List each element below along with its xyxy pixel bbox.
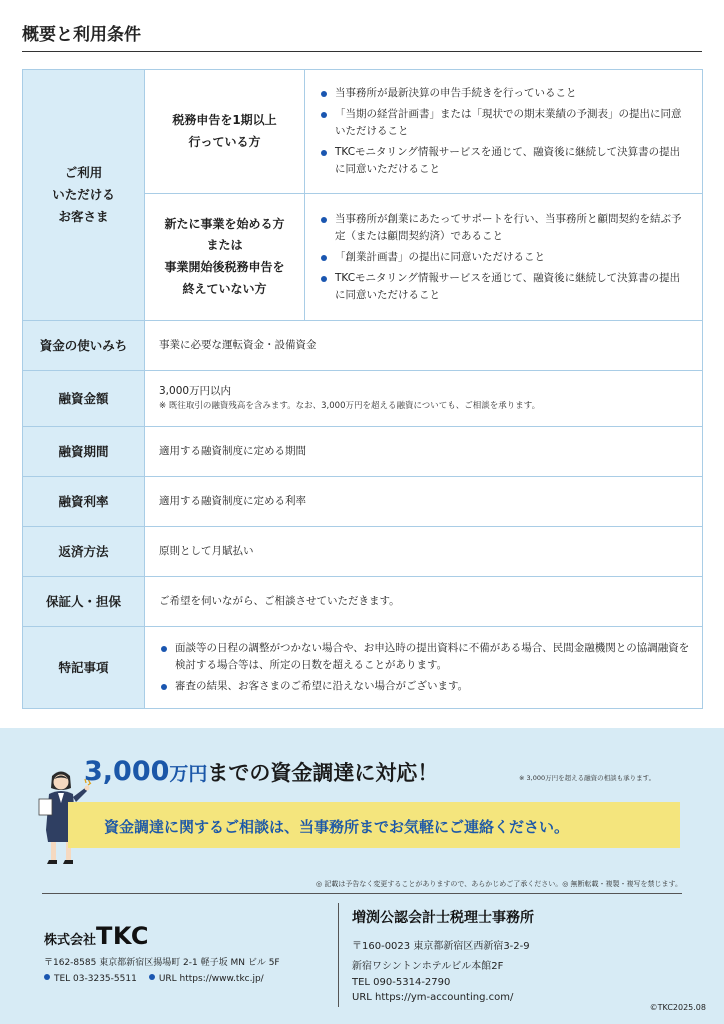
list-item: 当事務所が創業にあたってサポートを行い、当事務所と顧問契約を結ぶ予定（または顧問契約済）であること xyxy=(319,211,690,245)
group-label-startup: 新たに事業を始める方 または 事業開始後税務申告を 終えていない方 xyxy=(145,194,305,321)
amount-value: 3,000万円以内 xyxy=(159,385,232,398)
bullet-icon xyxy=(149,974,155,980)
company-prefix: 株式会社 xyxy=(44,933,97,948)
special-label: 特記事項 xyxy=(23,627,145,709)
repayment-row xyxy=(23,527,703,577)
period-row xyxy=(23,427,703,477)
amount-note: ※ 既往取引の融資残高を含みます。なお、3,000万円を超える融資についても、ご相談を承ります。 xyxy=(159,401,541,412)
promo-amount: 3,000 xyxy=(84,756,170,787)
terms-table xyxy=(22,69,703,709)
list-item: 面談等の日程の調整がつかない場合や、お申込時の提出資料に不備がある場合、民間金融機関との協調融資を検討する場合等は、所定の日数を超えることがあります。 xyxy=(159,640,690,674)
repayment-label: 返済方法 xyxy=(23,527,145,577)
list-item: 「創業計画書」の提出に同意いただけること xyxy=(319,249,690,266)
guarantor-label: 保証人・担保 xyxy=(23,577,145,627)
usage-label: 資金の使いみち xyxy=(23,321,145,371)
footer-divider xyxy=(42,893,682,894)
rate-value: 適用する融資制度に定める利率 xyxy=(145,477,703,527)
guarantor-row xyxy=(23,577,703,627)
company-contact xyxy=(44,974,264,984)
office-building: 新宿ワシントンホテルビル本館2F xyxy=(352,961,504,972)
office-name: 増渕公認会計士税理士事務所 xyxy=(352,910,534,926)
repayment-value: 原則として月賦払い xyxy=(145,527,703,577)
group-conditions-startup xyxy=(305,194,703,321)
period-label: 融資期間 xyxy=(23,427,145,477)
list-item: TKCモニタリング情報サービスを通じて、融資後に継続して決算書の提出に同意いただけること xyxy=(319,270,690,304)
amount-label: 融資金額 xyxy=(23,371,145,427)
bullet-icon xyxy=(44,974,50,980)
office-tel: TEL 090-5314-2790 xyxy=(352,977,451,988)
rate-label: 融資利率 xyxy=(23,477,145,527)
promo-rest: までの資金調達に対応！ xyxy=(207,761,439,785)
group-label-existing: 税務申告を1期以上 行っている方 xyxy=(145,70,305,194)
usage-value: 事業に必要な運転資金・設備資金 xyxy=(145,321,703,371)
company-address: 〒162-8585 東京都新宿区揚場町 2-1 軽子坂 MN ビル 5F xyxy=(44,958,280,968)
period-value: 適用する融資制度に定める期間 xyxy=(145,427,703,477)
company-name xyxy=(44,922,149,950)
office-postal: 〒160-0023 東京都新宿区西新宿3-2-9 xyxy=(352,941,530,952)
amount-cell xyxy=(145,371,703,427)
company-logo: TKC xyxy=(96,922,150,950)
eligibility-label: ご利用 いただける お客さま xyxy=(23,70,145,321)
group-conditions-existing xyxy=(305,70,703,194)
eligibility-row-1 xyxy=(23,70,703,194)
guarantor-value: ご希望を伺いながら、ご相談させていただきます。 xyxy=(145,577,703,627)
special-row xyxy=(23,627,703,709)
rate-row xyxy=(23,477,703,527)
contact-banner-text: 資金調達に関するご相談は、当事務所までお気軽にご連絡ください。 xyxy=(104,818,570,836)
office-url[interactable]: URL https://ym-accounting.com/ xyxy=(352,992,514,1003)
copyright: ©TKC2025.08 xyxy=(649,1003,706,1012)
list-item: 「当期の経営計画書」または「現状での期末業績の予測表」の提出に同意いただけること xyxy=(319,106,690,140)
usage-row xyxy=(23,321,703,371)
company-tel: TEL 03-3235-5511 xyxy=(54,974,137,984)
list-item: TKCモニタリング情報サービスを通じて、融資後に継続して決算書の提出に同意いただけること xyxy=(319,144,690,178)
company-url[interactable]: URL https://www.tkc.jp/ xyxy=(158,974,264,984)
list-item: 当事務所が最新決算の申告手続きを行っていること xyxy=(319,85,690,102)
section-title: 概要と利用条件 xyxy=(22,25,141,45)
disclaimer: ◎ 記載は予告なく変更することがありますので、あらかじめご了承ください。◎ 無断転載・複製・複写を禁じます。 xyxy=(316,880,682,888)
footer-vertical-divider xyxy=(338,903,339,1007)
promo-headline xyxy=(84,756,438,787)
promo-note: ※ 3,000万円を超える融資の相談も承ります。 xyxy=(519,774,656,782)
amount-row xyxy=(23,371,703,427)
promo-unit: 万円 xyxy=(169,763,208,785)
special-conditions xyxy=(145,627,703,709)
title-divider xyxy=(22,51,702,52)
list-item: 審査の結果、お客さまのご希望に沿えない場合がございます。 xyxy=(159,678,690,695)
